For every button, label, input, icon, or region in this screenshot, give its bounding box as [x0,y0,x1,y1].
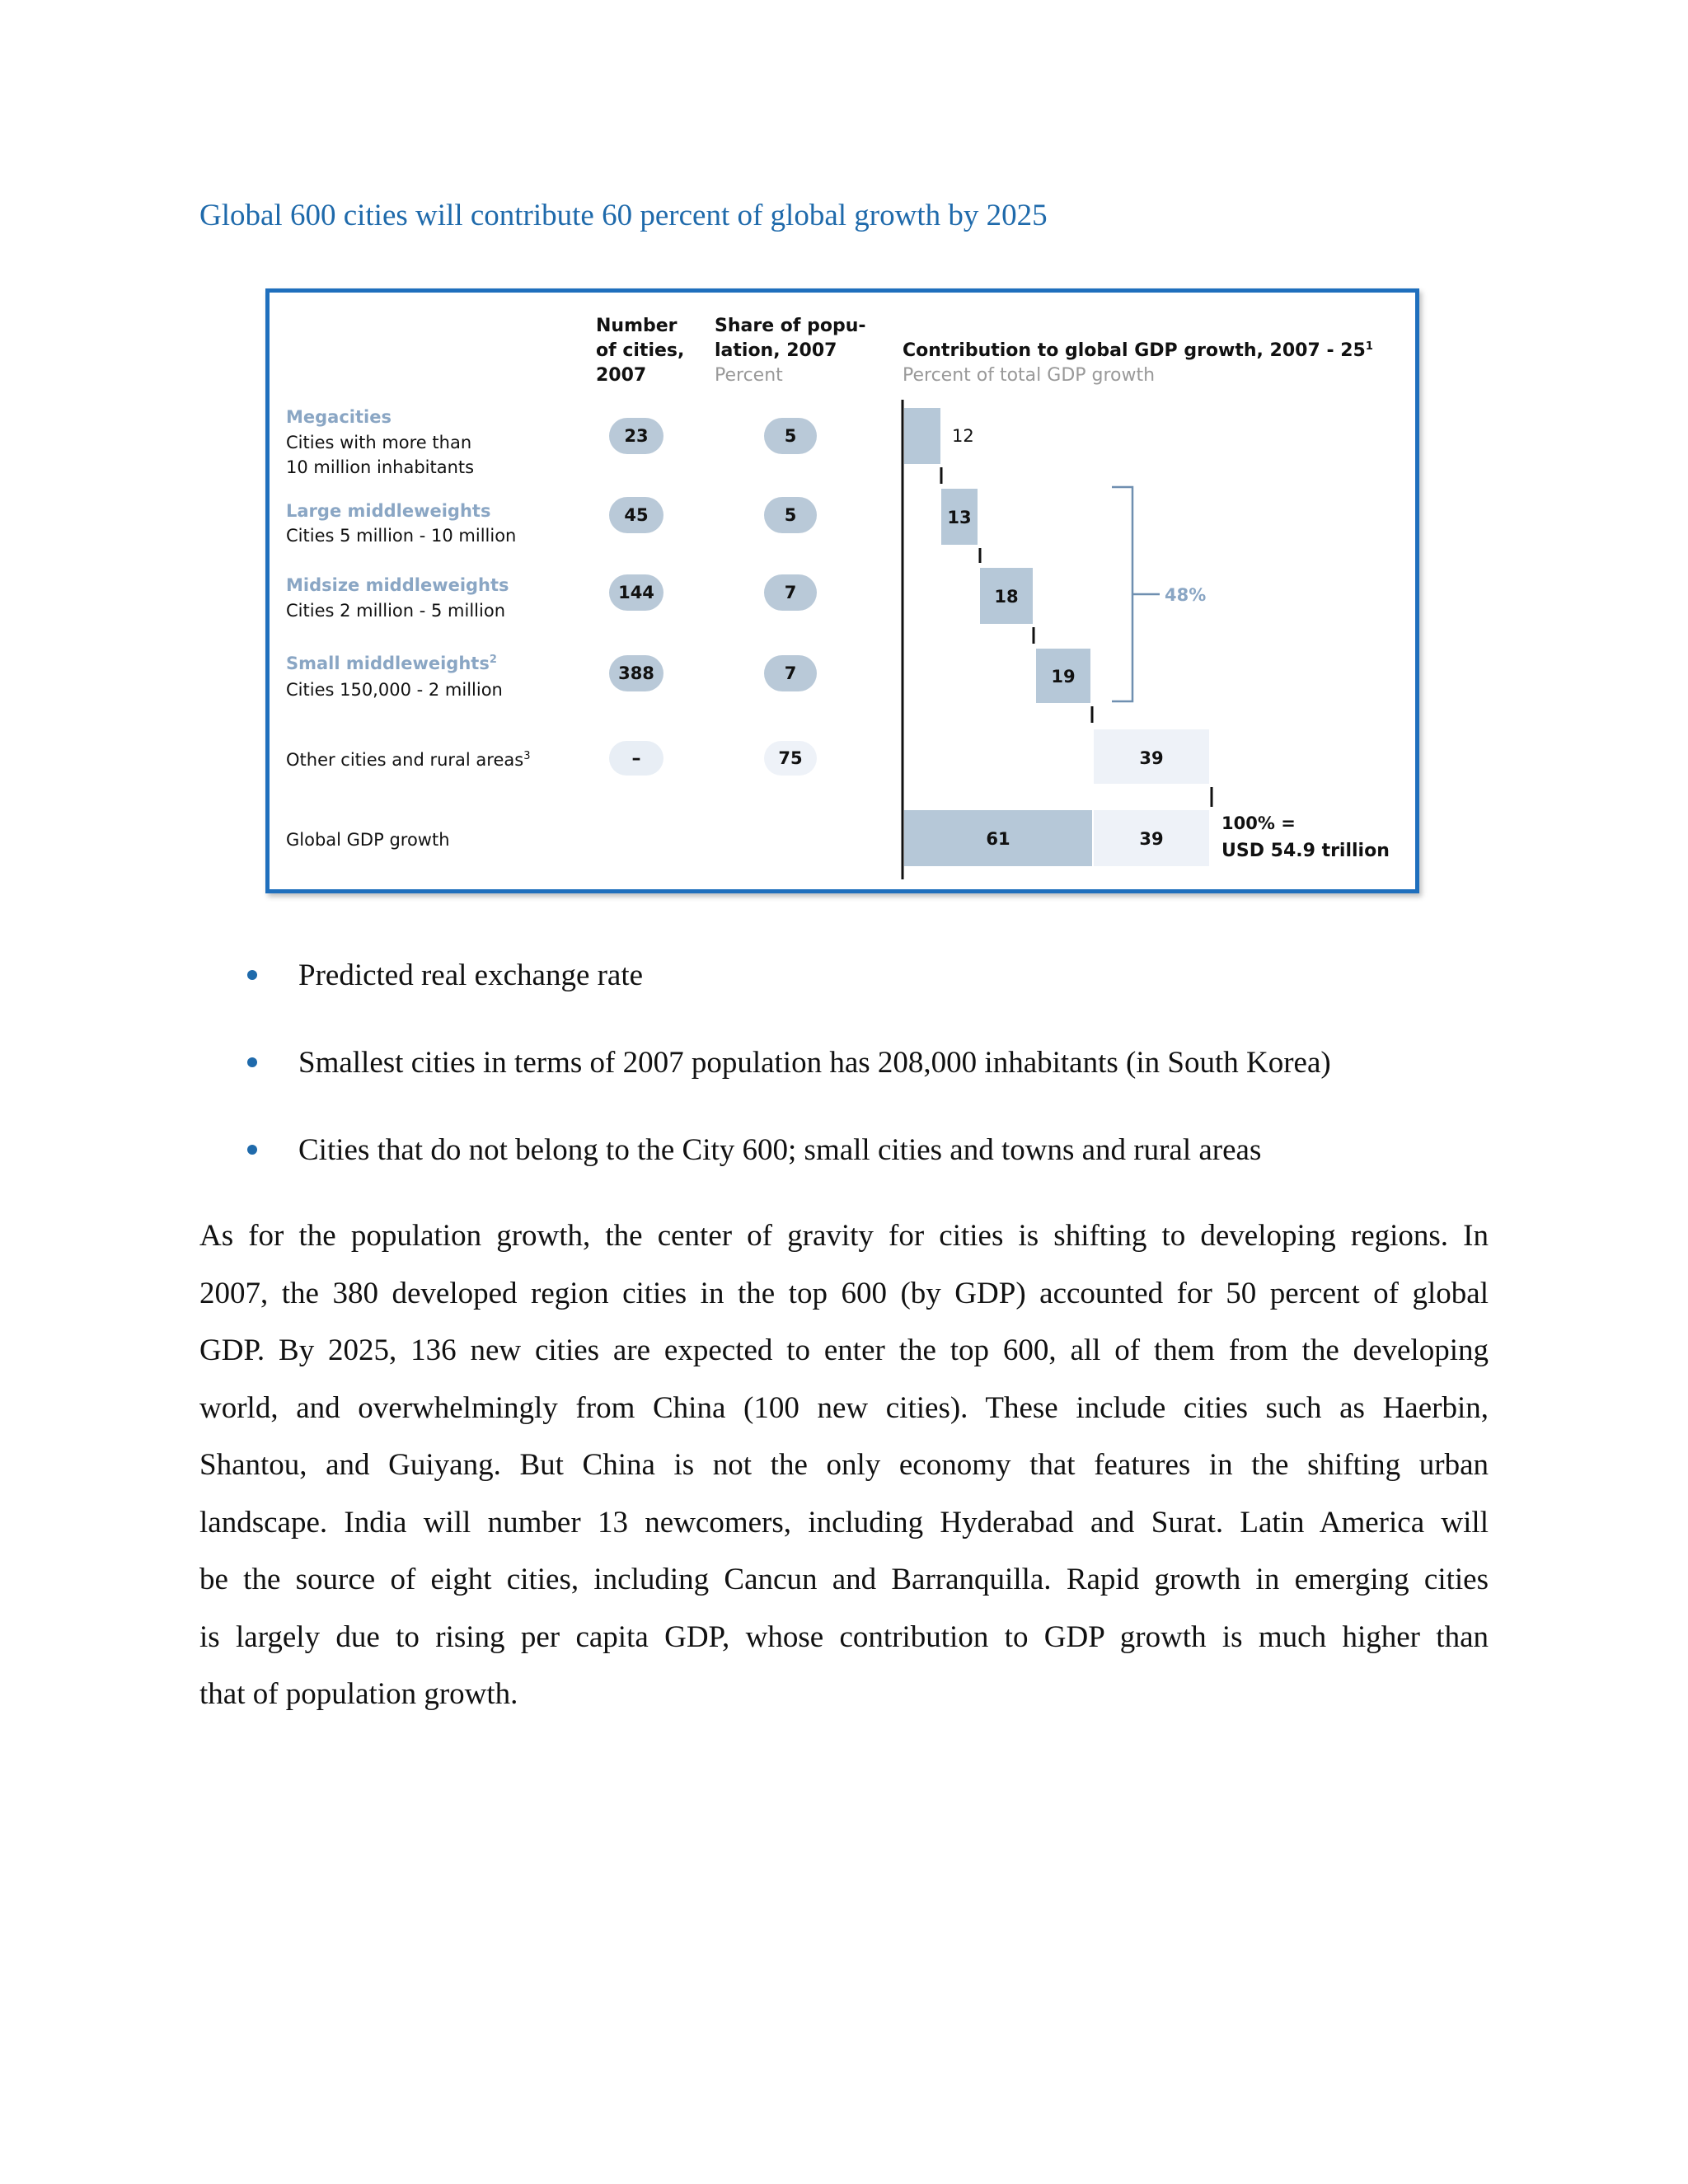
paragraph-line: As for the population growth, the center of gravity for cities is shifting to developing regions. In [199,1219,1489,1253]
row-megacities-title: Megacities [286,407,392,427]
paragraph-line: landscape. India will number 13 newcomers, including Hyderabad and Surat. Latin America will [199,1505,1489,1540]
total-line1: 100% = [1221,813,1296,833]
bullet-dot-icon [247,970,257,980]
share-large: 5 [784,505,797,525]
num-midsize: 144 [618,583,654,602]
paragraph-line: be the source of eight cities, including Cancun and Barranquilla. Rapid growth in emerging cities [199,1563,1489,1596]
total-line2: USD 54.9 trillion [1221,841,1390,861]
share-megacities: 5 [784,426,797,446]
middleweights-bracket [1112,487,1132,701]
bullet-dot-icon [247,1057,257,1067]
share-midsize: 7 [784,583,797,602]
row-midsize-title: Midsize middleweights [286,575,509,595]
col-number-header-line2: of cities, [596,340,685,361]
bar-megacities [904,408,940,464]
bar-large-label: 13 [947,508,972,527]
exhibit-svg [270,293,1415,889]
paragraph-line: 2007, the 380 developed region cities in the top 600 (by GDP) accounted for 50 percent of global [199,1276,1489,1310]
bar-total-cities-label: 61 [986,829,1010,849]
row-small-desc: Cities 150,000 - 2 million [286,680,503,700]
bar-other-label: 39 [1139,748,1164,768]
bar-megacities-label: 12 [952,426,974,446]
row-megacities-desc1: Cities with more than [286,433,472,452]
figure-title: Global 600 cities will contribute 60 percent of global growth by 2025 [199,199,1048,232]
exhibit-figure [265,288,1419,893]
num-large: 45 [624,505,649,525]
svg-text:Small middleweights2 [286,654,497,673]
svg-text:Other cities and rural areas3 [286,750,530,770]
bullet-text: Smallest cities in terms of 2007 population has 208,000 inhabitants (in South Korea) [298,1046,1331,1080]
num-small: 388 [618,663,654,683]
col-share-unit: Percent [715,365,783,386]
row-total-label: Global GDP growth [286,830,450,850]
row-other-label: Other cities and rural areas [286,750,524,770]
svg-text:Contribution to global GDP gro [903,340,1373,361]
body-paragraph [199,1207,1489,1723]
share-other: 75 [778,748,803,768]
bar-total-other-label: 39 [1139,829,1164,849]
num-megacities: 23 [624,426,649,446]
row-other-footnote: 3 [523,750,531,762]
middleweights-bracket-label: 48% [1165,585,1207,605]
row-large-title: Large middleweights [286,501,491,521]
row-midsize-desc: Cities 2 million - 5 million [286,601,506,621]
col-number-header-line3: 2007 [596,365,647,386]
col-share-header-line2: lation, 2007 [715,340,837,361]
col-contrib-footnote: 1 [1365,340,1373,353]
col-share-header-line1: Share of popu- [715,316,866,336]
paragraph-line: GDP. By 2025, 136 new cities are expected to enter the top 600, all of them from the developing [199,1333,1489,1367]
row-small-footnote: 2 [489,654,497,666]
bullet-text: Predicted real exchange rate [298,958,644,992]
paragraph-line: Shantou, and Guiyang. But China is not the only economy that features in the shifting urban [199,1448,1489,1482]
num-other: – [631,748,641,769]
col-contrib-header: Contribution to global GDP growth, 2007 - 25 [903,340,1366,361]
bar-midsize-label: 18 [994,587,1019,607]
paragraph-line: is largely due to rising per capita GDP, whose contribution to GDP growth is much higher than [199,1619,1489,1654]
row-small-title: Small middleweights [286,654,490,673]
bullet-dot-icon [247,1145,257,1155]
share-small: 7 [784,663,797,683]
row-large-desc: Cities 5 million - 10 million [286,526,517,546]
col-contrib-unit: Percent of total GDP growth [903,365,1156,386]
paragraph-line: world, and overwhelmingly from China (100 new cities). These include cities such as Haerbin, [199,1390,1489,1425]
bar-small-label: 19 [1051,667,1076,687]
paragraph-line: that of population growth. [199,1677,518,1711]
bullet-text: Cities that do not belong to the City 600; small cities and towns and rural areas [298,1133,1262,1167]
col-number-header-line1: Number [596,316,678,336]
row-megacities-desc2: 10 million inhabitants [286,457,475,477]
